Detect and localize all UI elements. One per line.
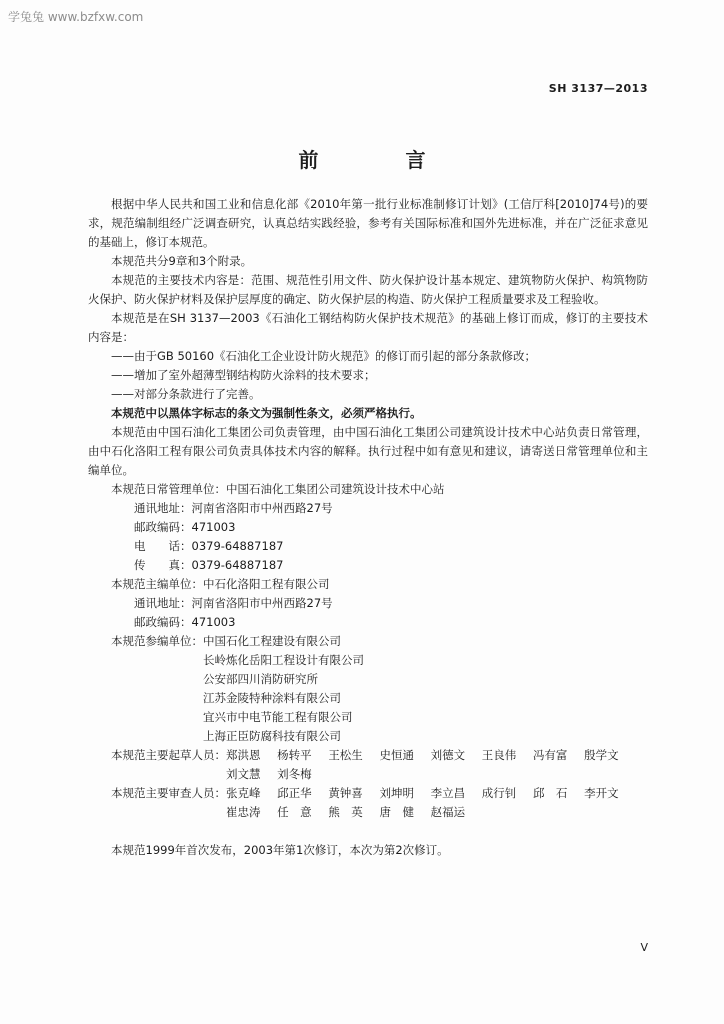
participating-block [88, 632, 648, 746]
postcode-label: 邮政编码： [134, 615, 192, 629]
page-number: V [640, 941, 648, 954]
postcode-label: 邮政编码： [134, 520, 192, 534]
postcode-value: 471003 [191, 615, 236, 629]
reviewer-name: 任 意 [277, 805, 312, 819]
participating-label: 本规范参编单位： [111, 634, 203, 648]
history-note: 本规范1999年首次发布，2003年第1次修订，本次为第2次修订。 [111, 843, 449, 857]
participating-unit: 公安部四川消防研究所 [203, 672, 318, 686]
reviewer-name: 李立昌 [430, 786, 466, 800]
drafters-names [226, 746, 648, 784]
address-value: 河南省洛阳市中州西路27号 [191, 596, 333, 610]
address-label: 通讯地址： [134, 501, 192, 515]
daily-management-unit: 中国石油化工集团公司建筑设计技术中心站 [226, 482, 445, 496]
paragraph: 根据中华人民共和国工业和信息化部《2010年第一批行业标准制修订计划》(工信厅科[2010]74号)的要求，规范编制组经广泛调查研究，认真总结实践经验，参考有关国际标准和国外先进标准，并在广泛征求意见的基础上，修订本规范。 [88, 197, 648, 249]
drafter-name: 王松生 [328, 748, 363, 762]
participating-units [203, 632, 364, 746]
revision-item: ——由于GB 50160《石油化工企业设计防火规范》的修订而引起的部分条款修改； [111, 349, 537, 363]
revision-item: ——对部分条款进行了完善。 [111, 387, 261, 401]
chief-unit-name: 中石化洛阳工程有限公司 [203, 577, 330, 591]
drafter-name: 王良伟 [481, 748, 517, 762]
fax-value: 0379-64887187 [191, 558, 284, 572]
drafter-name: 刘德文 [430, 748, 466, 762]
address-value: 河南省洛阳市中州西路27号 [191, 501, 333, 515]
drafter-name: 史恒通 [379, 748, 414, 762]
drafters-block [88, 746, 648, 784]
standard-code: SH 3137—2013 [548, 82, 648, 95]
drafter-name: 冯有富 [532, 748, 568, 762]
reviewer-name: 赵福运 [430, 805, 466, 819]
reviewers-names [226, 784, 648, 822]
document-body [88, 195, 648, 860]
reviewer-name: 邱正华 [277, 786, 312, 800]
reviewer-name: 刘坤明 [379, 786, 414, 800]
spacer [88, 822, 648, 841]
revision-item: ——增加了室外超薄型钢结构防火涂料的技术要求； [111, 368, 376, 382]
reviewer-name: 邱 石 [532, 786, 568, 800]
drafter-name: 刘冬梅 [277, 767, 312, 781]
drafter-name: 刘文慧 [226, 767, 261, 781]
drafter-name: 郑洪恩 [226, 748, 261, 762]
daily-management-label: 本规范日常管理单位： [111, 482, 226, 496]
postcode-value: 471003 [191, 520, 236, 534]
address-label: 通讯地址： [134, 596, 192, 610]
chief-unit-block [88, 575, 648, 632]
drafter-name: 殷学文 [584, 748, 619, 762]
participating-unit: 上海正臣防腐科技有限公司 [203, 729, 341, 743]
participating-unit: 江苏金陵特种涂料有限公司 [203, 691, 341, 705]
paragraph: 本规范的主要技术内容是：范围、规范性引用文件、防火保护设计基本规定、建筑物防火保护、构筑物防火保护、防火保护材料及保护层厚度的确定、防火保护层的构造、防火保护工程质量要求及工程验收。 [88, 273, 648, 306]
participating-unit: 长岭炼化岳阳工程设计有限公司 [203, 653, 364, 667]
phone-label: 电 话： [134, 539, 192, 553]
reviewers-block [88, 784, 648, 822]
daily-management-block [88, 480, 648, 575]
management-paragraph: 本规范由中国石油化工集团公司负责管理，由中国石油化工集团公司建筑设计技术中心站负责日常管理，由中石化洛阳工程有限公司负责具体技术内容的解释。执行过程中如有意见和建议，请寄送日常管理单位和主编单位。 [88, 425, 648, 477]
reviewer-name: 黄钟喜 [328, 786, 363, 800]
reviewers-label: 本规范主要审查人员： [111, 786, 226, 800]
reviewer-name: 熊 英 [328, 805, 363, 819]
reviewer-name: 崔忠涛 [226, 805, 261, 819]
reviewer-name: 成行钊 [481, 786, 517, 800]
participating-unit: 宜兴市中电节能工程有限公司 [203, 710, 353, 724]
drafters-label: 本规范主要起草人员： [111, 748, 226, 762]
phone-value: 0379-64887187 [191, 539, 284, 553]
reviewer-name: 张克峰 [226, 786, 261, 800]
mandatory-statement: 本规范中以黑体字标志的条文为强制性条文，必须严格执行。 [111, 406, 422, 420]
participating-unit: 中国石化工程建设有限公司 [203, 634, 341, 648]
paragraph: 本规范是在SH 3137—2003《石油化工钢结构防火保护技术规范》的基础上修订而成，修订的主要技术内容是： [88, 311, 648, 344]
drafter-name: 杨转平 [277, 748, 312, 762]
watermark: 学兔兔 www.bzfxw.com [8, 10, 144, 24]
paragraph: 本规范共分9章和3个附录。 [111, 254, 253, 268]
fax-label: 传 真： [134, 558, 192, 572]
reviewer-name: 唐 健 [379, 805, 414, 819]
chief-unit-label: 本规范主编单位： [111, 577, 203, 591]
reviewer-name: 李开文 [584, 786, 619, 800]
page-title: 前 言 [298, 148, 466, 172]
